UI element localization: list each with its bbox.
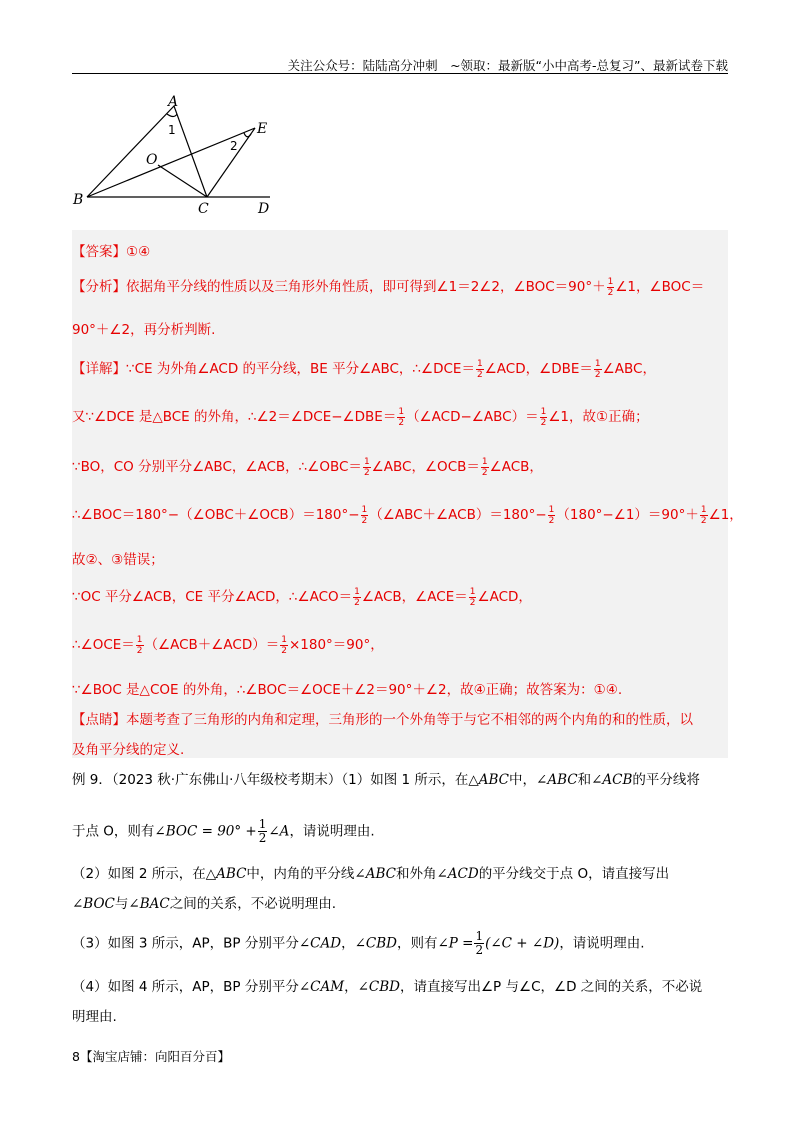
segment-OC [158, 165, 207, 197]
detail-line-6: ∵OC 平分∠ACB，CE 平分∠ACD，∴∠ACO＝ $\frac{1}{2}$ ∠ACB，∠ACE＝ $\frac{1}{2}$ ∠ACD， [72, 586, 532, 608]
fraction-half: $\frac{1}{2}$ [700, 504, 707, 526]
fraction-half: $\frac{1}{2}$ [136, 634, 143, 656]
detail-line-3: ∵BO，CO 分别平分∠ABC，∠ACB，∴∠OBC＝ $\frac{1}{2}$ ∠ABC，∠OCB＝ $\frac{1}{2}$ ∠ACB， [72, 456, 543, 478]
question-line-5: （3）如图 3 所示，AP，BP 分别平分∠CAD，∠CBD，则有∠P = $\frac{1}{2}$ (∠C + ∠D)，请说明理由. [72, 929, 645, 957]
label-angle-2: 2 [230, 139, 238, 153]
fraction-half: $\frac{1}{2}$ [281, 634, 287, 656]
comment-line-2: 及角平分线的定义. [72, 742, 185, 758]
analysis-line-2: 90°＋∠2，再分析判断. [72, 322, 216, 338]
detail-line-5: 故②、③错误； [72, 552, 164, 568]
fraction-half: $\frac{1}{2}$ [548, 504, 555, 526]
label-O: O [146, 152, 158, 168]
question-line-3: （2）如图 2 所示，在△ABC中，内角的平分线∠ABC和外角∠ACD的平分线交于点 O，请直接写出 [72, 866, 670, 882]
fraction-half: $\frac{1}{2}$ [258, 817, 267, 845]
label-D: D [258, 201, 270, 217]
fraction-half: $\frac{1}{2}$ [475, 929, 484, 957]
detail-line-1: 【详解】∵CE 为外角∠ACD 的平分线，BE 平分∠ABC，∴∠DCE＝ $\frac{1}{2}$ ∠ACD，∠DBE＝ $\frac{1}{2}$ ∠ABC， [72, 358, 656, 380]
detail-line-4: ∴∠BOC＝180°−（∠OBC＋∠OCB）＝180°− $\frac{1}{2}$ （∠ABC＋∠ACB）＝180°− $\frac{1}{2}$ （180°−∠1）＝90°＋ $\frac{1}{2}$ ∠1， [72, 504, 743, 526]
fraction-half: $\frac{1}{2}$ [481, 456, 488, 478]
question-line-7: 明理由. [72, 1009, 117, 1025]
label-E: E [257, 121, 268, 137]
answer-line: 【答案】①④ [72, 244, 151, 260]
fraction-half: $\frac{1}{2}$ [398, 406, 405, 428]
comment-line-1: 【点睛】本题考查了三角形的内角和定理，三角形的一个外角等于与它不相邻的两个内角的和的性质，以 [72, 712, 693, 728]
angle-arc-1 [167, 114, 177, 117]
fraction-half: $\frac{1}{2}$ [363, 456, 370, 478]
analysis-line-1: 【分析】依据角平分线的性质以及三角形外角性质，即可得到∠1＝2∠2，∠BOC＝90°＋ $\frac{1}{2}$ ∠1，∠BOC＝ [72, 276, 705, 298]
fraction-half: $\frac{1}{2}$ [607, 276, 614, 298]
geometry-figure [70, 92, 280, 217]
label-A: A [168, 94, 179, 110]
fraction-half: $\frac{1}{2}$ [361, 504, 368, 526]
detail-line-8: ∵∠BOC 是△COE 的外角，∴∠BOC＝∠OCE＋∠2＝90°＋∠2，故④正确；故答案为：①④. [72, 682, 623, 698]
question-line-6: （4）如图 4 所示，AP，BP 分别平分∠CAM，∠CBD，请直接写出∠P 与∠C，∠D 之间的关系，不必说 [72, 979, 703, 995]
question-line-1: 例 9．（2023 秋·广东佛山·八年级校考期末）（1）如图 1 所示，在△ABC中，∠ABC和∠ACB的平分线将 [72, 772, 700, 788]
question-line-2: 于点 O，则有∠BOC = 90° + $\frac{1}{2}$ ∠A，请说明理由. [72, 817, 375, 845]
question-line-4: ∠BOC与∠BAC之间的关系，不必说明理由. [72, 896, 336, 912]
segment-AC [174, 106, 207, 197]
detail-line-7: ∴∠OCE＝ $\frac{1}{2}$ （∠ACB＋∠ACD）＝ $\frac{1}{2}$ ×180°＝90°， [72, 634, 384, 656]
label-angle-1: 1 [168, 123, 176, 137]
page-footer: 8【淘宝店铺：向阳百分百】 [72, 1049, 230, 1064]
label-C: C [198, 201, 209, 217]
fraction-half: $\frac{1}{2}$ [469, 586, 476, 608]
fraction-half: $\frac{1}{2}$ [354, 586, 360, 608]
page-header: 关注公众号：陆陆高分冲刺 ~领取：最新版“小中高考-总复习”、最新试卷下载 [287, 58, 728, 73]
segment-BA [87, 106, 174, 197]
fraction-half: $\frac{1}{2}$ [594, 358, 601, 380]
angle-arc-2 [244, 133, 251, 137]
fraction-half: $\frac{1}{2}$ [540, 406, 547, 428]
fraction-half: $\frac{1}{2}$ [476, 358, 483, 380]
label-B: B [73, 192, 84, 208]
header-rule [72, 73, 728, 74]
detail-line-2: 又∵∠DCE 是△BCE 的外角，∴∠2＝∠DCE−∠DBE＝ $\frac{1}{2}$ （∠ACD−∠ABC）＝ $\frac{1}{2}$ ∠1，故①正确； [72, 406, 649, 428]
